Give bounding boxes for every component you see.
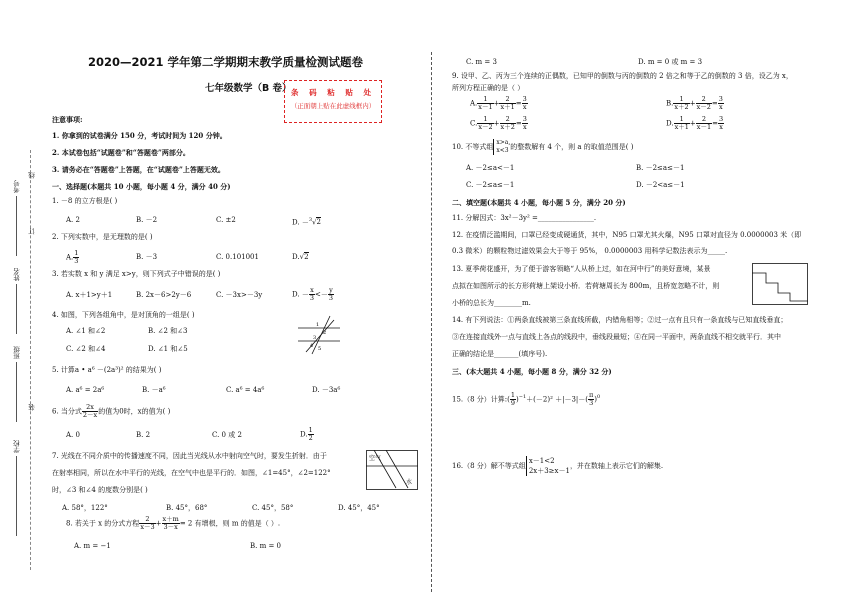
q11-text: 11. 分解因式：3x²－3y² =________________.: [452, 214, 597, 222]
q10-option-d: D. －2<a≤－1: [636, 181, 685, 189]
q13-line: 点拟在如图所示的长方形荷塘上架设小桥．若荷塘周长为 800m，且桥宽忽略不计，则: [452, 282, 720, 290]
q2-option-b: B. －3: [136, 253, 158, 261]
binding-mark-ding: 订: [28, 228, 36, 235]
q6-stem: 6. 当分式 $\frac{2x}{2-x}$ 的值为0时，x的值为( ): [52, 403, 171, 419]
q10-option-a: A. －2≤a<－1: [466, 164, 515, 172]
q7-figure: [366, 450, 418, 490]
q2-stem: 2. 下列实数中，是无理数的是( ): [52, 233, 153, 241]
q3-option-b: B. 2x－6>2y－6: [136, 291, 192, 299]
q3-option-c: C. －3x>－3y: [216, 291, 263, 299]
barcode-label: 条 码 粘 贴 处: [291, 88, 375, 97]
q4-fig-label: 2: [323, 330, 327, 336]
q7-stem-line: 7. 光线在不同介质中的传播速度不同，因此当光线从水中射向空气时，要发生折射．由于: [52, 452, 327, 460]
q7-stem-line: 时，∠3 和∠4 的度数分别是( ): [52, 486, 148, 494]
q8-stem: 8. 若关于 x 的分式方程 $\frac{2}{x-3}$ + $\frac{x+m}{3-x}$ = 2 有增根，则 m 的值是（ ）.: [66, 515, 281, 531]
q4-fig-label: 1: [316, 322, 320, 328]
q13-figure: [752, 263, 808, 305]
q2-option-d: D.√2: [292, 253, 309, 261]
q9-option-c: C. $\frac{1}{x-2}$ + $\frac{2}{x+2}$ = $\frac{3}{x}$: [470, 115, 527, 131]
q10-stem: 10. 不等式组 x>a, x<3 的整数解有 4 个，则 a 的取值范围是( ): [452, 139, 634, 154]
q4-fig-label: 4: [310, 343, 314, 349]
section2-heading: 二、填空题(本题共 4 小题，每小题 5 分，满分 20 分): [452, 198, 626, 207]
q4-figure: [296, 314, 342, 356]
q4-option-b: B. ∠2 和∠3: [148, 327, 188, 335]
q16-text: 16.（8 分）解不等式组 x－1<2 2x＋3≥x－1 ，并在数轴上表示它们的解集.: [452, 457, 664, 475]
q8-option-a: A. m = −1: [74, 542, 111, 550]
q7-option-a: A. 58°，122°: [62, 504, 108, 512]
barcode-box: [284, 80, 382, 123]
q10-option-b: B. －2≤a≤－1: [636, 164, 685, 172]
q13-line: 小桥的总长为________m.: [452, 299, 531, 307]
q15-text: 15.（8 分）计算:( $\frac{1}{9}$ )$^{-1}$＋(－2)² ＋|－3|－( $\frac{\pi}{3}$ )$^0$: [452, 390, 601, 407]
q8-option-b: B. m = 0: [250, 542, 282, 550]
q5-option-c: C. a⁶ = 4a⁶: [226, 386, 265, 394]
q14-line: ③在连接直线外一点与直线上各点的线段中，垂线段最短；④在同一平面中，两条直线不相交就平行．其中: [452, 333, 781, 341]
exam-subtitle: 七年级数学（B 卷）: [205, 83, 292, 94]
q4-option-c: C. ∠2 和∠4: [66, 345, 106, 353]
q4-option-d: D. ∠1 和∠5: [148, 345, 188, 353]
exam-title: 2020—2021 学年第二学期期末教学质量检测试题卷: [88, 55, 364, 69]
q1-option-c: C. ±2: [216, 216, 236, 224]
notice-item: 3. 请务必在“答题卷”上答题，在“试题卷”上答题无效。: [52, 165, 225, 174]
binding-mark-xian: 线: [28, 172, 36, 179]
blank-line-school: [16, 456, 17, 536]
q12-line: 0.3 微米）的颗粒物过滤效果会大于等于 95%， 0.0000003 用科学记数法表示为_____.: [452, 247, 728, 255]
q9-stem-line: 9. 设甲、乙、丙为三个连续的正偶数，已知甲的倒数与丙的倒数的 2 倍之和等于乙的倒数的 3 倍，设乙为 x，: [452, 72, 793, 80]
q9-option-d: D. $\frac{1}{x+1}$ + $\frac{2}{x-1}$ = $\frac{3}{x}$: [666, 115, 724, 131]
q14-line: 正确的结论是_______(填序号).: [452, 350, 548, 358]
q12-line: 12. 在疫情泛滥期间，口罩已经变成硬通货，其中，N95 口罩尤其火爆，N95 口罩对直径为 0.0000003 米（即: [452, 231, 802, 239]
q9-option-a: A. $\frac{1}{x-1}$ + $\frac{2}{x+1}$ = $\frac{3}{x}$: [470, 95, 527, 111]
q7-fig-label-air: 空气: [369, 455, 382, 462]
q14-line: 14. 有下列说法：①两条直线被第三条直线所截，内错角相等；②过一点有且只有一条直线与已知直线垂直；: [452, 316, 788, 324]
q7-fig-label-water: 水: [406, 479, 413, 486]
section1-heading: 一、选择题(本题共 10 小题，每小题 4 分，满分 40 分): [52, 182, 231, 191]
q1-stem: 1. －8 的立方根是( ): [52, 197, 118, 205]
q3-option-a: A. x＋1>y＋1: [66, 291, 113, 299]
q9-stem-line: 所列方程正确的是（ ）: [452, 84, 525, 92]
q6-option-a: A. 0: [66, 431, 80, 439]
binding-label-school: 学校: [13, 440, 21, 453]
q6-option-d: D. $\frac{1}{2}$: [300, 426, 313, 442]
q5-stem: 5. 计算a • a⁶ －(2a³)² 的结果为( ): [52, 366, 162, 374]
q7-option-c: C. 45°，58°: [252, 504, 294, 512]
barcode-note: （正面朝上贴在此虚线框内）: [290, 102, 376, 110]
q1-option-a: A. 2: [66, 216, 80, 224]
q2-option-a: A. $\frac{1}{3}$: [66, 249, 79, 265]
binding-label-class: 班级: [13, 346, 21, 359]
binding-label-name: 姓名: [13, 268, 21, 281]
notice-heading: 注意事项:: [52, 115, 83, 124]
column-divider: [431, 52, 432, 592]
q7-option-d: D. 45°，45°: [338, 504, 380, 512]
binding-dashed-line: [30, 150, 31, 570]
blank-line-name: [16, 284, 17, 334]
notice-item: 2. 本试卷包括“试题卷”和“答题卷”两部分。: [52, 148, 190, 157]
q1-option-b: B. －2: [136, 216, 158, 224]
q4-stem: 4. 如图，下列各组角中，是对顶角的一组是( ): [52, 311, 195, 319]
q7-option-b: B. 45°，68°: [166, 504, 208, 512]
blank-line-kaohao: [16, 196, 17, 256]
q9-option-b: B. $\frac{1}{x+2}$ + $\frac{2}{x-2}$ = $\frac{3}{x}$: [666, 95, 723, 111]
blank-line-class: [16, 362, 17, 422]
q5-option-d: D. －3a⁶: [312, 386, 341, 394]
q13-line: 13. 夏季荷花盛开，为了便于游客领略“人从桥上过，如在河中行”的美好意境，某景: [452, 265, 711, 273]
q3-stem: 3. 若实数 x 和 y 满足 x>y，则下列式子中错误的是( ): [52, 270, 221, 278]
q6-option-b: B. 2: [136, 431, 151, 439]
q8-option-c: C. m = 3: [466, 58, 497, 66]
q5-option-b: B. －a⁶: [142, 386, 166, 394]
notice-item: 1. 你拿到的试卷满分 150 分，考试时间为 120 分钟。: [52, 131, 227, 140]
binding-mark-zhuang: 装: [28, 404, 36, 411]
binding-label-kaohao: 考号: [13, 180, 21, 193]
section3-heading: 三、(本大题共 4 小题，每小题 8 分，满分 32 分): [452, 367, 612, 376]
q7-stem-line: 在射率相同，所以在水中平行的光线，在空气中也是平行的．如图，∠1=45°，∠2=122°: [52, 469, 331, 477]
q10-option-c: C. －2≤a≤－1: [466, 181, 515, 189]
q8-option-d: D. m = 0 或 m = 3: [638, 58, 703, 66]
q4-fig-label: 3: [313, 335, 317, 341]
q1-option-d: D. －$^3$√2: [292, 217, 321, 227]
q3-option-d: D. － $\frac{x}{3}$ <－ $\frac{y}{3}$: [292, 286, 333, 302]
q4-fig-label: 5: [318, 346, 322, 352]
q2-option-c: C. 0.101001: [216, 253, 259, 261]
q6-option-c: C. 0 或 2: [212, 431, 242, 439]
q5-option-a: A. a⁶ = 2a⁶: [66, 386, 105, 394]
q4-option-a: A. ∠1 和∠2: [66, 327, 106, 335]
